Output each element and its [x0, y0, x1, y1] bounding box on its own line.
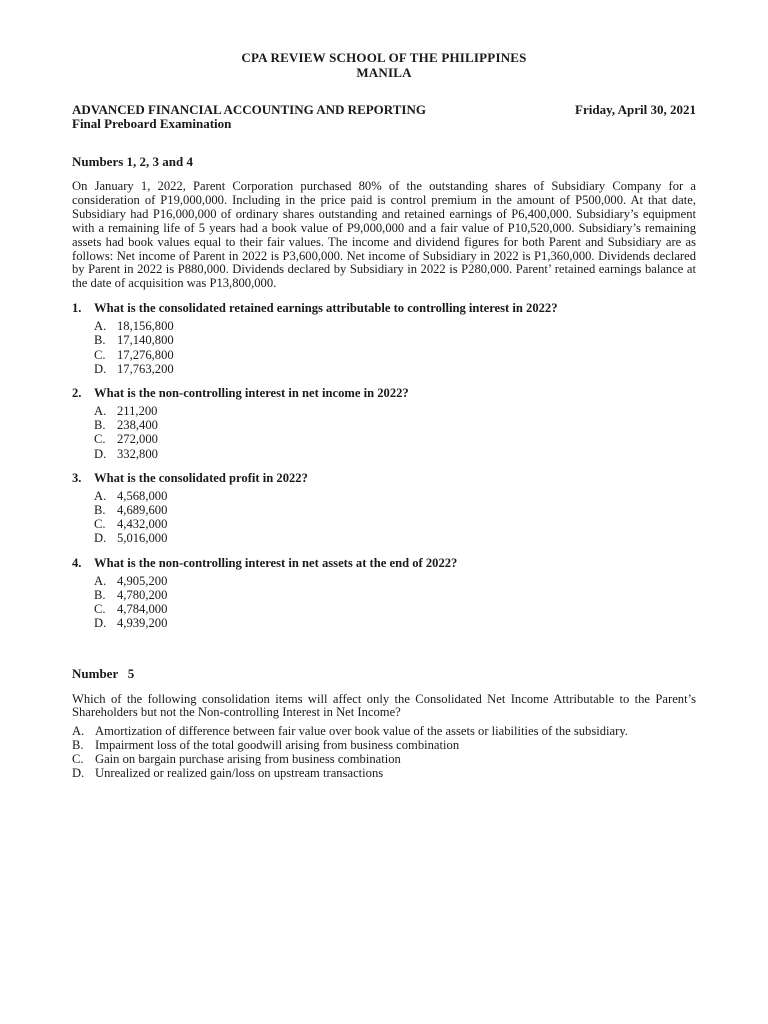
choice-text: 4,905,200: [117, 573, 168, 588]
choice-item: [94, 362, 696, 376]
section-spacer: [72, 631, 696, 666]
choice-item: [72, 766, 696, 780]
choice-text: 18,156,800: [117, 319, 174, 334]
question: [72, 556, 696, 571]
choice-list: [94, 404, 696, 461]
choice-letter: C.: [94, 602, 106, 617]
choice-letter: A.: [94, 573, 107, 588]
choice-item: [72, 752, 696, 766]
choice-item: [94, 517, 696, 531]
choice-letter: D.: [94, 361, 107, 376]
choice-text: 4,432,000: [117, 517, 168, 532]
choice-letter: C.: [72, 752, 84, 767]
choice-list: [94, 574, 696, 631]
choice-letter: B.: [94, 333, 106, 348]
question-text: What is the non-controlling interest in net assets at the end of 2022?: [94, 555, 458, 570]
subject-title: ADVANCED FINANCIAL ACCOUNTING AND REPORTING: [72, 102, 426, 117]
choice-list: [94, 319, 696, 376]
choice-letter: D.: [94, 531, 107, 546]
choice-letter: A.: [94, 488, 107, 503]
choice-text: 332,800: [117, 446, 158, 461]
section-title: Number 5: [72, 665, 135, 681]
problem-paragraph: On January 1, 2022, Parent Corporation purchased 80% of the outstanding shares of Subsidiary Company for a consideration of P19,000,000. Including in the price paid is control premium in the amount of P500,000. At that date, Subsidiary had P16,000,000 of ordinary shares outstanding and retained earnings of P6,400,000. Subsidiary’s equipment with a remaining life of 5 years had a book value of P9,000,000 and a fair value of P10,520,000. Subsidiary’s remaining assets had book values equal to their fair values. The income and dividend figures for both Parent and Subsidiary are as follows: Net income of Parent in 2022 is P3,600,000. Net income of Subsidiary in 2022 is P1,360,000. Dividends declared by Parent in 2022 is P880,000. Dividends declared by Subsidiary in 2022 is P280,000. Parent’ retained earnings balance at the date of acquisition was P13,800,000.: [72, 179, 696, 291]
choice-item: [94, 418, 696, 432]
choice-letter: D.: [94, 446, 107, 461]
choice-letter: D.: [94, 616, 107, 631]
choice-text: 211,200: [117, 404, 158, 419]
choice-letter: A.: [94, 404, 107, 419]
question: [72, 471, 696, 486]
choice-text: 17,763,200: [117, 361, 174, 376]
choice-text: Gain on bargain purchase arising from business combination: [95, 752, 401, 767]
choice-letter: C.: [94, 347, 106, 362]
choice-letter: B.: [94, 418, 106, 433]
choice-letter: D.: [72, 766, 85, 781]
section-title: Numbers 1, 2, 3 and 4: [72, 154, 193, 169]
choice-text: 272,000: [117, 432, 158, 447]
choice-item: [94, 616, 696, 630]
question-text: What is the non-controlling interest in net income in 2022?: [94, 386, 409, 401]
choice-letter: B.: [72, 738, 84, 753]
choice-text: 4,689,600: [117, 503, 168, 518]
question-number: 1.: [72, 301, 82, 316]
choice-letter: A.: [94, 319, 107, 334]
choice-item: [94, 602, 696, 616]
exam-date: Friday, April 30, 2021: [575, 102, 696, 117]
choice-item: [94, 348, 696, 362]
choice-letter: C.: [94, 517, 106, 532]
choice-item: [94, 447, 696, 461]
choice-text: 17,140,800: [117, 333, 174, 348]
question: [72, 301, 696, 316]
choice-item: [94, 588, 696, 602]
choice-text: 238,400: [117, 418, 158, 433]
choice-item: [94, 574, 696, 588]
choice-text: 4,780,200: [117, 587, 168, 602]
subject-row: [72, 103, 696, 117]
school-name: CPA REVIEW SCHOOL OF THE PHILIPPINES: [241, 50, 527, 65]
choice-list: [72, 724, 696, 780]
question-paragraph: Which of the following consolidation items will affect only the Consolidated Net Income Attributable to the Parent’s Shareholders but not the Non-controlling Interest in Net Income?: [72, 691, 696, 720]
choice-text: Impairment loss of the total goodwill arising from business combination: [95, 738, 460, 753]
choice-text: Unrealized or realized gain/loss on upstream transactions: [95, 766, 384, 781]
choice-item: [94, 404, 696, 418]
question: [72, 386, 696, 401]
choice-item: [72, 724, 696, 738]
choice-letter: B.: [94, 587, 106, 602]
question-number: 2.: [72, 386, 82, 401]
choice-text: 4,939,200: [117, 616, 168, 631]
choice-text: 4,784,000: [117, 602, 168, 617]
choice-item: [94, 319, 696, 333]
choice-text: Amortization of difference between fair value over book value of the assets or liabilities of the subsidiary.: [95, 724, 628, 739]
question-number: 3.: [72, 470, 82, 485]
choice-item: [94, 333, 696, 347]
choice-list: [94, 489, 696, 546]
choice-letter: A.: [72, 724, 85, 739]
question-text: What is the consolidated retained earnings attributable to controlling interest in 2022?: [94, 301, 558, 316]
exam-name: Final Preboard Examination: [72, 116, 232, 131]
choice-item: [94, 432, 696, 446]
choice-item: [94, 489, 696, 503]
exam-page: [72, 50, 696, 780]
choice-item: [94, 503, 696, 517]
choice-item: [94, 531, 696, 545]
choice-text: 17,276,800: [117, 347, 174, 362]
choice-letter: C.: [94, 432, 106, 447]
choice-letter: B.: [94, 503, 106, 518]
question-number: 4.: [72, 555, 82, 570]
question-text: What is the consolidated profit in 2022?: [94, 470, 308, 485]
choice-text: 5,016,000: [117, 531, 168, 546]
choice-text: 4,568,000: [117, 488, 168, 503]
school-city: MANILA: [356, 65, 412, 80]
choice-item: [72, 738, 696, 752]
